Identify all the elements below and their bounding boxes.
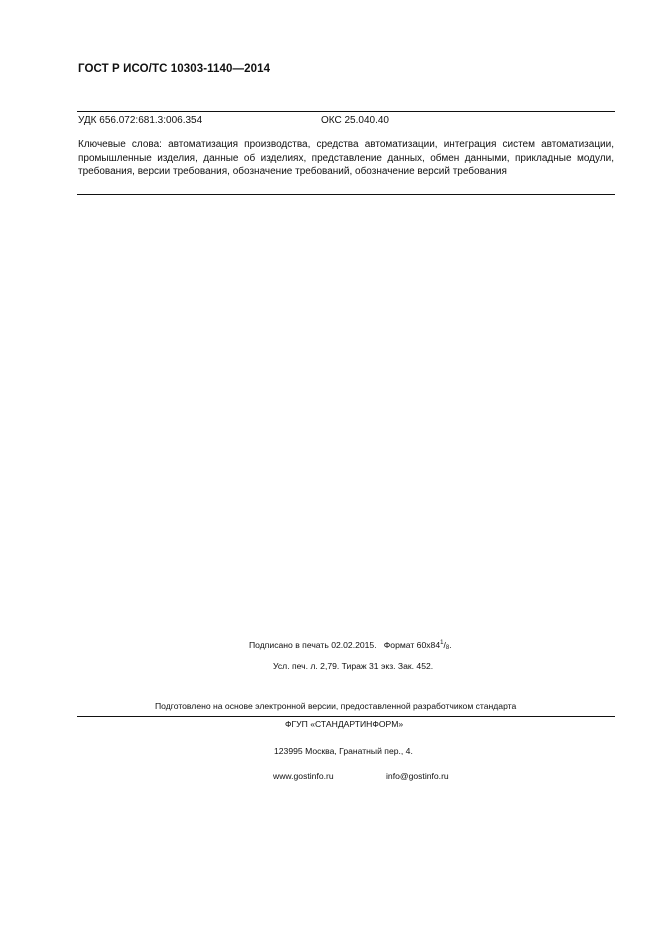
print-info: Усл. печ. л. 2,79. Тираж 31 экз. Зак. 452.	[273, 661, 434, 671]
format-fraction-denominator: 8	[445, 645, 450, 651]
publisher-name: ФГУП «СТАНДАРТИНФОРМ»	[285, 719, 404, 729]
classification-line	[78, 115, 615, 126]
top-divider	[77, 111, 615, 112]
oks-code: ОКС 25.040.40	[321, 115, 389, 126]
website-link[interactable]: www.gostinfo.ru	[273, 771, 334, 781]
prepared-note: Подготовлено на основе электронной версии, предоставленной разработчиком стандарта	[155, 701, 517, 711]
signed-date: Подписано в печать 02.02.2015.	[249, 640, 377, 650]
udk-code: УДК 656.072:681.3:006.354	[78, 115, 203, 126]
standard-designation: ГОСТ Р ИСО/ТС 10303-1140—2014	[78, 63, 271, 75]
publisher-divider	[77, 716, 615, 717]
signed-to-print: Подписано в печать 02.02.2015. Формат $60x84^1/_8$.	[249, 640, 452, 651]
keywords-paragraph: Ключевые слова: автоматизация производства, средства автоматизации, интеграция систем автоматизации, промышленные изделия, данные об изделиях, представление данных, обмен данными, прикладные модули, требования, версии требования, обозначение требований, обозначение версий требования	[78, 139, 614, 178]
paper-format: Формат 60x84	[383, 640, 441, 650]
keywords-divider	[77, 194, 615, 195]
format-suffix: .	[449, 640, 452, 650]
format-fraction-numerator: 1	[440, 640, 444, 646]
email-link[interactable]: info@gostinfo.ru	[386, 771, 449, 781]
publisher-address: 123995 Москва, Гранатный пер., 4.	[274, 746, 413, 756]
